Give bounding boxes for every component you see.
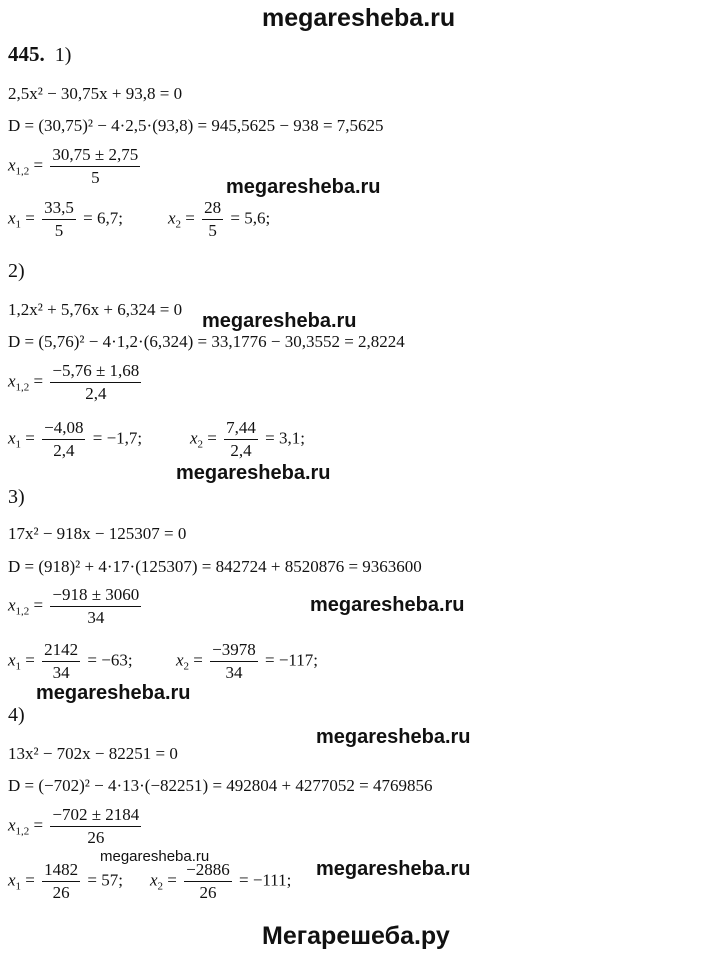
discriminant-2: D = (5,76)² − 4·1,2·(6,324) = 33,1776 − 30,3552 = 2,8224 (8, 332, 405, 351)
fraction (184, 860, 232, 903)
denominator: 2,4 (53, 441, 75, 460)
equals-sign: = (207, 428, 217, 448)
var-x: x (8, 208, 16, 228)
equation-3: 17x² − 918x − 125307 = 0 (8, 524, 187, 543)
numerator: −918 ± 3060 (50, 585, 141, 607)
equation-4: 13x² − 702x − 82251 = 0 (8, 744, 178, 763)
var-x: x (168, 208, 176, 228)
subscript: 1,2 (15, 165, 30, 178)
site-footer: Мегарешеба.ру (262, 922, 450, 950)
numerator: 30,75 ± 2,75 (50, 145, 140, 167)
denominator: 2,4 (85, 384, 107, 403)
watermark: megaresheba.ru (316, 858, 471, 880)
root-x2-1 (168, 198, 270, 241)
root-x1-1 (8, 198, 123, 241)
subscript: 1 (15, 218, 22, 231)
numerator: −3978 (210, 640, 258, 662)
fraction (224, 418, 258, 461)
root-value: = 5,6; (230, 208, 271, 228)
subscript: 2 (157, 880, 164, 893)
equals-sign: = (33, 595, 44, 615)
fraction (50, 585, 141, 628)
numerator: −702 ± 2184 (50, 805, 141, 827)
denominator: 26 (87, 828, 105, 847)
problem-number: 445. (8, 42, 45, 66)
root-x1-2 (8, 418, 142, 461)
equals-sign: = (167, 870, 177, 890)
watermark: megaresheba.ru (202, 310, 357, 332)
fraction (42, 640, 80, 683)
var-x: x (8, 428, 16, 448)
subscript: 1,2 (15, 605, 30, 618)
root-x2-3 (176, 640, 318, 683)
numerator: 1482 (42, 860, 80, 882)
subscript: 2 (175, 218, 182, 231)
subscript: 1,2 (15, 825, 30, 838)
equals-sign: = (33, 155, 44, 175)
watermark: megaresheba.ru (176, 462, 331, 484)
part-label-2: 2) (8, 260, 25, 282)
fraction (42, 860, 80, 903)
roots-formula-4 (8, 805, 144, 848)
var-x: x (8, 155, 16, 175)
var-x: x (190, 428, 198, 448)
roots-formula-2 (8, 361, 144, 404)
denominator: 34 (87, 608, 105, 627)
equals-sign: = (193, 650, 203, 670)
numerator: 28 (202, 198, 223, 220)
denominator: 34 (225, 663, 243, 682)
fraction (210, 640, 258, 683)
root-x2-2 (190, 418, 305, 461)
fraction (50, 361, 141, 404)
denominator: 34 (52, 663, 70, 682)
root-x2-4 (150, 860, 291, 903)
fraction (42, 418, 85, 461)
denominator: 5 (208, 221, 217, 240)
discriminant-1: D = (30,75)² − 4·2,5·(93,8) = 945,5625 − 938 = 7,5625 (8, 116, 384, 135)
var-x: x (176, 650, 184, 670)
equals-sign: = (33, 371, 44, 391)
var-x: x (8, 650, 16, 670)
numerator: 2142 (42, 640, 80, 662)
equals-sign: = (33, 815, 44, 835)
fraction (42, 198, 76, 241)
problem-heading (8, 42, 71, 67)
fraction (50, 145, 140, 188)
var-x: x (150, 870, 158, 890)
root-value: = −1,7; (92, 428, 143, 448)
subscript: 2 (183, 660, 190, 673)
var-x: x (8, 870, 16, 890)
equals-sign: = (25, 870, 35, 890)
subscript: 1,2 (15, 381, 30, 394)
root-value: = −111; (238, 870, 292, 890)
equation-1: 2,5x² − 30,75x + 93,8 = 0 (8, 84, 183, 103)
watermark: megaresheba.ru (316, 726, 471, 748)
discriminant-3: D = (918)² + 4·17·(125307) = 842724 + 8520876 = 9363600 (8, 557, 422, 576)
equals-sign: = (25, 208, 35, 228)
fraction (202, 198, 223, 241)
root-value: = 3,1; (265, 428, 305, 448)
watermark: megaresheba.ru (226, 176, 381, 198)
watermark: megaresheba.ru (36, 682, 191, 704)
roots-formula-1 (8, 145, 143, 188)
numerator: −4,08 (42, 418, 85, 440)
equals-sign: = (25, 428, 35, 448)
var-x: x (8, 371, 16, 391)
subscript: 1 (15, 438, 22, 451)
subscript: 1 (15, 660, 22, 673)
equation-2: 1,2x² + 5,76x + 6,324 = 0 (8, 300, 183, 319)
numerator: 7,44 (224, 418, 258, 440)
denominator: 5 (54, 221, 64, 240)
fraction (50, 805, 141, 848)
var-x: x (8, 815, 16, 835)
site-header: megaresheba.ru (262, 4, 456, 32)
watermark: megaresheba.ru (100, 848, 210, 865)
part-label-4: 4) (8, 704, 25, 726)
var-x: x (8, 595, 16, 615)
root-value: = −63; (87, 650, 133, 670)
part-label-1: 1) (54, 44, 72, 66)
denominator: 26 (52, 883, 70, 902)
discriminant-4: D = (−702)² − 4·13·(−82251) = 492804 + 4277052 = 4769856 (8, 776, 433, 795)
denominator: 2,4 (230, 441, 252, 460)
part-label-3: 3) (8, 486, 25, 508)
subscript: 1 (15, 880, 22, 893)
root-value: = 57; (87, 870, 123, 890)
root-x1-3 (8, 640, 133, 683)
roots-formula-3 (8, 585, 144, 628)
subscript: 2 (197, 438, 204, 451)
root-x1-4 (8, 860, 123, 903)
root-value: = −117; (264, 650, 319, 670)
numerator: −2886 (184, 860, 232, 882)
equals-sign: = (185, 208, 195, 228)
denominator: 26 (199, 883, 217, 902)
denominator: 5 (91, 168, 100, 187)
numerator: −5,76 ± 1,68 (50, 361, 141, 383)
watermark: megaresheba.ru (310, 594, 465, 616)
root-value: = 6,7; (83, 208, 123, 228)
equals-sign: = (25, 650, 35, 670)
numerator: 33,5 (42, 198, 76, 220)
